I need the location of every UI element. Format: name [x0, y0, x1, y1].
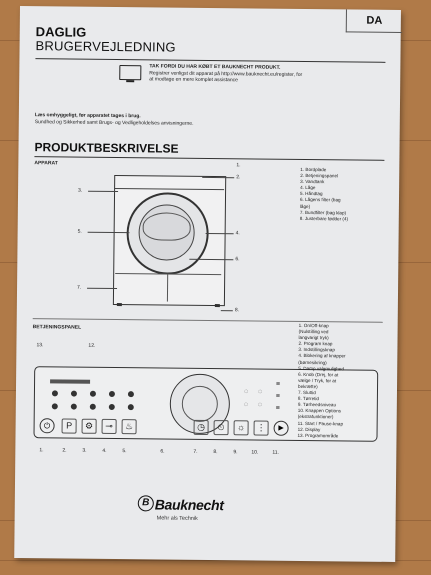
- list-item: 13. Programområde: [297, 432, 339, 439]
- list-item: låge): [299, 203, 311, 209]
- list-item: 7. Sluttid: [297, 389, 316, 396]
- panel-rule: [33, 318, 383, 323]
- thanks-line-3: at modtage en mere komplet assistance: [149, 76, 238, 84]
- list-item: 3. Indstillingsknap: [298, 347, 335, 353]
- list-item: (Nulstilling ved: [298, 329, 329, 335]
- callout-8-leader: [221, 310, 233, 311]
- power-icon: ⏻: [40, 418, 55, 433]
- panel-callout-12: 12.: [88, 342, 96, 349]
- dryer-door-filter: [143, 212, 191, 241]
- callout-6: 6.: [235, 256, 240, 263]
- panel-callout-4: 4.: [102, 447, 107, 454]
- callout-1: 1.: [236, 162, 241, 169]
- list-item: 9. Tørheedsniveau: [297, 402, 337, 408]
- panel-callout-13: 13.: [36, 342, 44, 349]
- list-item: 8. Justerbare fødder (4): [299, 215, 349, 222]
- list-item: 8. Tørretid: [297, 396, 320, 402]
- list-item: 1. Bordplade: [300, 166, 327, 173]
- end-time-icon: ◷: [194, 420, 209, 435]
- monitor-icon: [119, 65, 141, 80]
- list-item: 6. Lågens filter (bag: [299, 197, 341, 203]
- callout-2: 2.: [236, 174, 241, 181]
- callout-7-leader: [87, 288, 117, 289]
- title-line-1: DAGLIG: [35, 24, 87, 40]
- panel-callout-3: 3.: [82, 447, 87, 454]
- panel-callout-2: 2.: [62, 447, 67, 454]
- apparat-label: APPARAT: [34, 160, 58, 167]
- panel-callout-6: 6.: [160, 448, 165, 455]
- title-line-2: BRUGERVEJLEDNING: [35, 38, 176, 55]
- dryness-icon: ☼: [234, 420, 249, 435]
- bauknecht-logo: Bauknecht: [154, 496, 224, 514]
- program-icon: [90, 404, 96, 410]
- thanks-heading: TAK FORDI DU HAR KØBT ET BAUKNECHT PRODUKT.: [149, 63, 281, 71]
- program-icon: [52, 390, 58, 396]
- program-button-icon: P: [62, 418, 77, 433]
- list-item: langvarigt tryk): [298, 335, 329, 341]
- dry-time-icon: ⏲: [214, 420, 229, 435]
- language-tab: DA: [346, 9, 402, 33]
- callout-3: 3.: [78, 187, 83, 194]
- status-indicator-icon: ◌: [257, 388, 263, 396]
- safety-text: [35, 112, 275, 128]
- apparat-parts-list: [300, 167, 396, 223]
- list-item: (børnesikring): [298, 359, 327, 365]
- safety-line-1: Læs omhyggeligt, før apparatet tages i brug.: [34, 112, 141, 120]
- section-rule: [34, 156, 384, 161]
- thanks-line-2: Registrer venligst dit apparat på http://www.bauknecht.eu/register, for: [149, 69, 303, 78]
- panel-callout-10: 10.: [251, 449, 259, 456]
- header-rule: [35, 58, 385, 63]
- settings-icon: ⚙: [82, 419, 97, 434]
- panel-parts-list: [297, 323, 394, 440]
- list-item: vælge / Tryk, for at: [298, 377, 337, 384]
- status-indicator-icon: ◌: [257, 401, 263, 409]
- list-item: 2. Betjeningspanel: [300, 173, 339, 179]
- program-icon: [128, 404, 134, 410]
- dryness-level-icon: ≡: [276, 380, 281, 388]
- list-item: (ekstrafunktioner): [297, 414, 334, 420]
- display-illustration: [50, 379, 90, 383]
- steam-icon: ♨: [122, 419, 137, 434]
- options-icon: ⋮: [254, 420, 269, 435]
- key-lock-icon: ⊸: [102, 419, 117, 434]
- bauknecht-logo-icon: B: [138, 495, 154, 511]
- list-item: 4. Låge: [300, 185, 316, 191]
- callout-5-leader: [88, 232, 130, 233]
- program-icon: [71, 391, 77, 397]
- program-icon: [90, 391, 96, 397]
- list-item: 12. Display: [297, 426, 321, 432]
- callout-7: 7.: [77, 284, 82, 291]
- monitor-stand: [126, 80, 134, 82]
- list-item: 11. Start / Pause-knap: [297, 420, 344, 426]
- program-icon: [71, 404, 77, 410]
- panel-callout-8: 8.: [213, 449, 218, 456]
- panel-callout-11: 11.: [272, 449, 279, 456]
- panel-callout-5: 5.: [122, 448, 127, 455]
- list-item: 4. Blokering af knapper: [298, 353, 346, 359]
- program-icon: [128, 391, 134, 397]
- section-title: PRODUKTBESKRIVELSE: [34, 140, 179, 156]
- dryness-level-icon: ≡: [275, 404, 280, 412]
- callout-8: 8.: [234, 307, 240, 314]
- thanks-text: [149, 63, 379, 85]
- list-item: 7. Bundfilter (bag klap): [299, 209, 347, 216]
- list-item: 1. On/Off-knap: [298, 322, 329, 329]
- panel-callout-1: 1.: [39, 447, 44, 454]
- dryer-foot-left: [117, 303, 122, 306]
- program-icon: [109, 404, 115, 410]
- callout-3-leader: [88, 191, 118, 192]
- list-item: 10. Knappen Options: [297, 408, 341, 414]
- panel-callout-9: 9.: [233, 449, 238, 456]
- list-item: bekræfte): [298, 383, 318, 390]
- list-item: 5. Damp valgmulighed: [298, 365, 344, 372]
- callout-5: 5.: [77, 228, 82, 235]
- safety-line-2: Sundhed og Sikkerhed samt Brugs- og Vedligeholdelses anvisningerne.: [34, 118, 194, 127]
- program-knob-center: [182, 386, 218, 422]
- program-icon: [52, 403, 58, 409]
- program-icon: [109, 391, 115, 397]
- dryer-foot-right: [215, 304, 220, 307]
- callout-4: 4.: [235, 230, 240, 237]
- start-pause-icon: ▶: [274, 421, 289, 436]
- status-indicator-icon: ◌: [243, 388, 249, 396]
- list-item: 3. Vandtank: [300, 179, 325, 185]
- list-item: 6. Knob (Drej, for at: [298, 371, 339, 378]
- manual-page: [14, 6, 401, 562]
- dryness-level-icon: ≡: [275, 392, 281, 400]
- list-item: 2. Program knap: [298, 341, 333, 347]
- panel-callout-7: 7.: [193, 448, 198, 455]
- panel-label: BETJENINGSPANEL: [32, 324, 82, 331]
- brand-tagline: Mehr als Technik: [156, 515, 198, 522]
- list-item: 5. Håndtag: [300, 191, 323, 197]
- status-indicator-icon: ◌: [243, 401, 249, 409]
